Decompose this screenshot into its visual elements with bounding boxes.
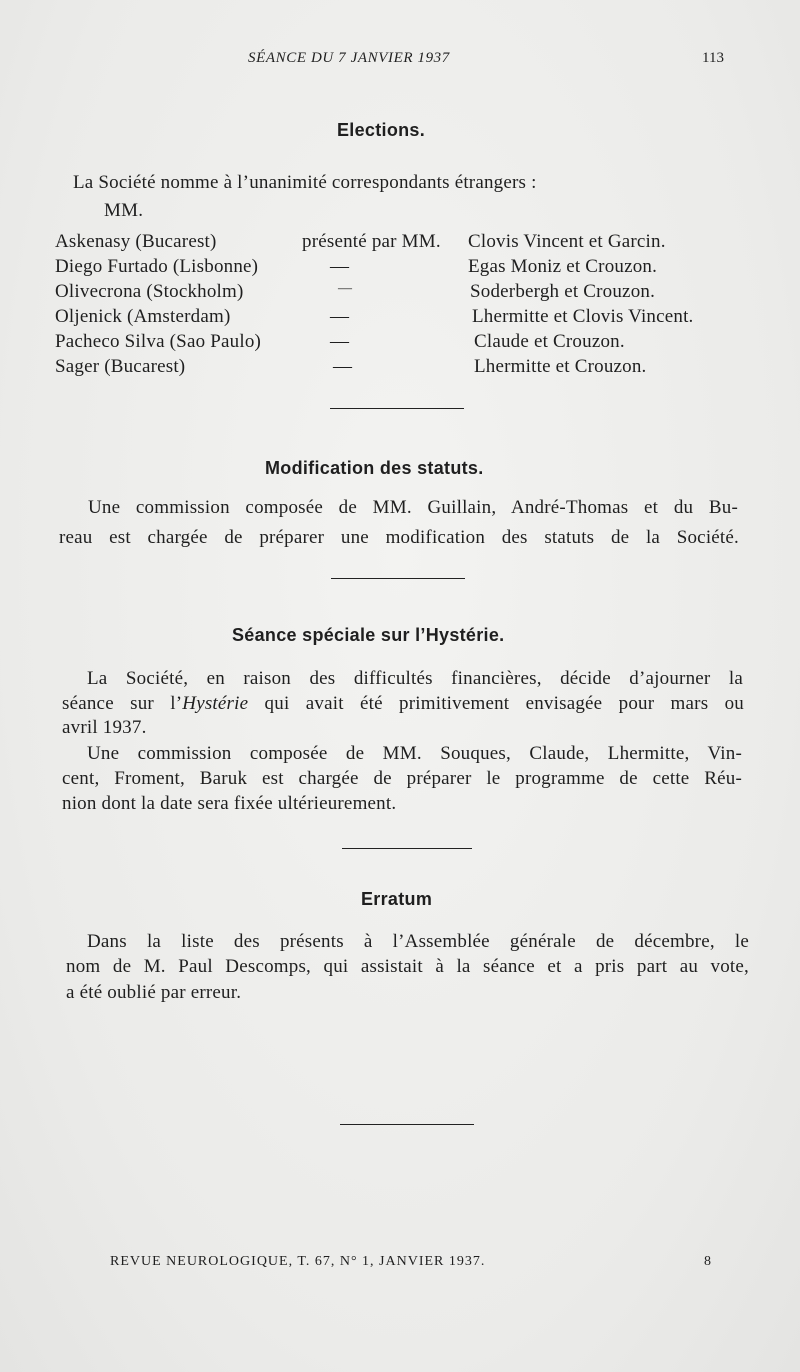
erratum-line: Dans la liste des présents à l’Assemblée générale de décembre, le	[87, 931, 749, 952]
section-divider	[331, 578, 465, 579]
ditto-dash: —	[338, 281, 353, 296]
erratum-heading: Erratum	[361, 889, 433, 909]
ditto-dash: —	[330, 331, 350, 352]
hysterie-paragraph-line: avril 1937.	[62, 717, 147, 738]
correspondent-name: Pacheco Silva (Sao Paulo)	[55, 331, 262, 352]
ditto-dash: —	[330, 306, 350, 327]
section-divider	[342, 848, 472, 849]
presented-by-label: présenté par MM.	[302, 231, 441, 252]
page-number: 113	[702, 50, 724, 66]
sponsors: Egas Moniz et Crouzon.	[468, 256, 658, 277]
erratum-line: nom de M. Paul Descomps, qui assistait à la séance et a pris part au vote,	[66, 956, 749, 977]
correspondent-name: Diego Furtado (Lisbonne)	[55, 256, 259, 277]
modification-heading: Modification des statuts.	[265, 458, 484, 478]
correspondent-name: Oljenick (Amsterdam)	[55, 306, 231, 327]
ditto-dash: —	[333, 356, 353, 377]
modification-line: reau est chargée de préparer une modification des statuts de la Société.	[59, 527, 739, 548]
correspondent-name: Olivecrona (Stockholm)	[55, 281, 244, 302]
hysterie-italic-term: Hystérie	[182, 693, 249, 714]
sponsors: Lhermitte et Crouzon.	[474, 356, 647, 377]
hysterie-heading: Séance spéciale sur l’Hystérie.	[232, 625, 505, 645]
section-divider	[330, 408, 464, 409]
sponsors: Clovis Vincent et Garcin.	[468, 231, 666, 252]
hysterie-paragraph-line: La Société, en raison des difficultés financières, décide d’ajourner la	[87, 668, 743, 689]
elections-intro: La Société nomme à l’unanimité correspondants étrangers :	[73, 172, 537, 193]
elections-mm: MM.	[104, 200, 144, 221]
hysterie-paragraph-line: séance sur l’Hystérie qui avait été primitivement envisagée pour mars ou	[62, 693, 744, 714]
modification-line: Une commission composée de MM. Guillain, André-Thomas et du Bu-	[88, 497, 738, 518]
sponsors: Claude et Crouzon.	[474, 331, 625, 352]
journal-footer: REVUE NEUROLOGIQUE, T. 67, N° 1, JANVIER 1937.	[110, 1254, 486, 1269]
section-divider	[340, 1124, 474, 1125]
correspondent-name: Askenasy (Bucarest)	[55, 231, 217, 252]
signature-mark: 8	[704, 1254, 711, 1269]
hysterie-paragraph-line: cent, Froment, Baruk est chargée de préparer le programme de cette Réu-	[62, 768, 742, 789]
hysterie-paragraph-line: nion dont la date sera fixée ultérieurement.	[62, 793, 397, 814]
sponsors: Soderbergh et Crouzon.	[470, 281, 656, 302]
sponsors: Lhermitte et Clovis Vincent.	[472, 306, 694, 327]
running-title: SÉANCE DU 7 JANVIER 1937	[248, 50, 450, 66]
correspondent-name: Sager (Bucarest)	[55, 356, 186, 377]
elections-heading: Elections.	[337, 120, 426, 140]
erratum-line: a été oublié par erreur.	[66, 982, 242, 1003]
hysterie-paragraph-line: Une commission composée de MM. Souques, Claude, Lhermitte, Vin-	[87, 743, 742, 764]
ditto-dash: —	[330, 256, 350, 277]
